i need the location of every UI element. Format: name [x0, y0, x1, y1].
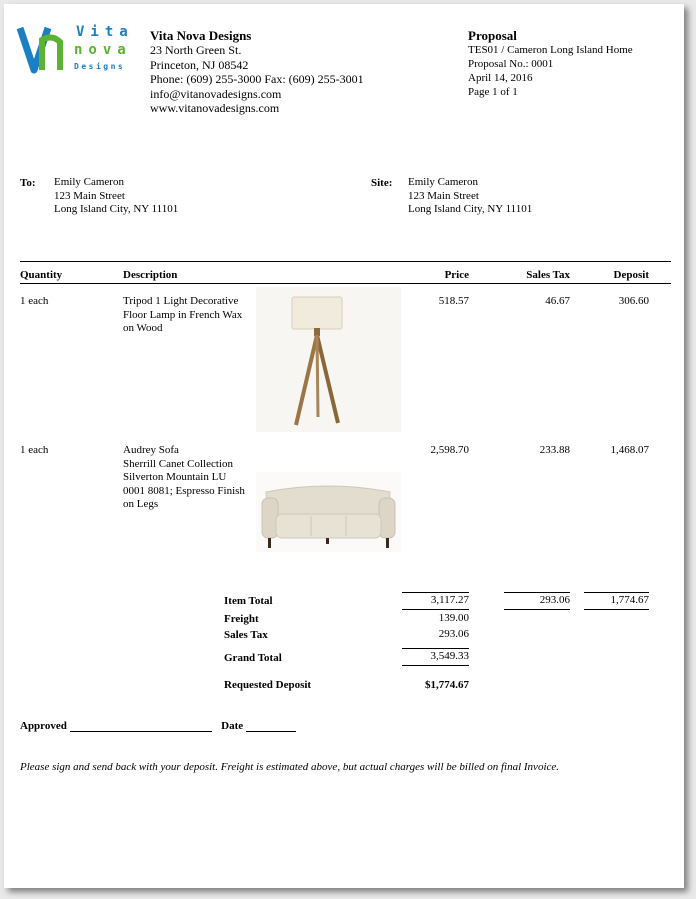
proposal-document — [4, 4, 684, 888]
date-signature-line[interactable] — [246, 720, 296, 732]
item-2-desc-line: 0001 8081; Espresso Finish — [123, 484, 245, 497]
approved-signature-line[interactable] — [70, 720, 212, 732]
freight-label: Freight — [224, 613, 259, 625]
signature-row — [20, 720, 296, 732]
site-city: Long Island City, NY 11101 — [408, 203, 533, 215]
to-city: Long Island City, NY 11101 — [54, 203, 179, 215]
item-1-price: 518.57 — [438, 295, 469, 307]
item-1-desc-line: on Wood — [123, 322, 163, 334]
col-sales-tax-header: Sales Tax — [526, 269, 570, 281]
item-2-description — [123, 444, 263, 512]
item-2-price: 2,598.70 — [430, 444, 469, 456]
sales-tax-value: 293.06 — [438, 628, 469, 640]
logo-text-nova: nova — [74, 42, 132, 58]
sales-tax-label: Sales Tax — [224, 629, 268, 641]
item-2-desc-line: on Legs — [123, 498, 159, 510]
item-1-desc-line: Floor Lamp in French Wax — [123, 308, 243, 321]
item-total-tax: 293.06 — [539, 594, 570, 606]
item-1-deposit: 306.60 — [618, 295, 649, 307]
item-total-deposit: 1,774.67 — [610, 594, 649, 606]
proposal-project: TES01 / Cameron Long Island Home — [468, 44, 633, 56]
logo-text-vita: Vita — [76, 24, 134, 40]
item-2-desc-line: Sherrill Canet Collection — [123, 457, 233, 470]
freight-value: 139.00 — [438, 612, 469, 624]
to-name: Emily Cameron — [54, 176, 124, 188]
proposal-title: Proposal — [468, 28, 517, 43]
item-1-description — [123, 295, 263, 336]
company-address2: Princeton, NJ 08542 — [150, 57, 249, 72]
item-2-desc-line: Silverton Mountain LU — [123, 471, 227, 483]
item-1-sales-tax: 46.67 — [545, 295, 570, 307]
company-logo — [14, 18, 144, 80]
floor-lamp-image — [256, 287, 401, 432]
site-label: Site: — [371, 177, 393, 189]
site-name: Emily Cameron — [408, 176, 478, 188]
col-price-header: Price — [444, 269, 469, 281]
item-2-sales-tax: 233.88 — [539, 444, 570, 456]
item-2-deposit: 1,468.07 — [610, 444, 649, 456]
company-phone-fax: Phone: (609) 255-3000 Fax: (609) 255-3001 — [150, 72, 364, 86]
proposal-page: Page 1 of 1 — [468, 86, 518, 98]
company-name: Vita Nova Designs — [150, 28, 252, 43]
approved-label: Approved — [20, 720, 67, 732]
date-label: Date — [221, 720, 244, 732]
item-2-quantity: 1 each — [20, 444, 49, 456]
sofa-image — [256, 472, 401, 552]
col-deposit-header: Deposit — [613, 269, 649, 281]
site-address — [408, 176, 532, 217]
proposal-date: April 14, 2016 — [468, 72, 533, 84]
to-label: To: — [20, 177, 36, 189]
proposal-number: Proposal No.: 0001 — [468, 58, 554, 70]
to-street: 123 Main Street — [54, 189, 125, 202]
proposal-info — [468, 43, 633, 99]
grand-total-label: Grand Total — [224, 652, 282, 664]
item-total-price: 3,117.27 — [430, 594, 469, 606]
table-header-rule — [20, 283, 671, 284]
company-address1: 23 North Green St. — [150, 43, 242, 57]
table-top-rule — [20, 261, 671, 262]
logo-text-designs: Designs — [74, 62, 126, 71]
company-website: www.vitanovadesigns.com — [150, 101, 280, 115]
item-total-label: Item Total — [224, 595, 273, 607]
grand-total-value: 3,549.33 — [430, 650, 469, 662]
requested-deposit-value: $1,774.67 — [425, 679, 469, 691]
col-description-header: Description — [123, 269, 178, 281]
col-quantity-header: Quantity — [20, 269, 63, 281]
company-email: info@vitanovadesigns.com — [150, 86, 282, 101]
company-contact — [150, 43, 390, 116]
item-1-desc-line: Tripod 1 Light Decorative — [123, 295, 239, 307]
item-1-quantity: 1 each — [20, 295, 49, 307]
requested-deposit-label: Requested Deposit — [224, 679, 312, 691]
footer-note: Please sign and send back with your deposit. Freight is estimated above, but actual charges will be billed on final Invoice. — [20, 761, 560, 773]
item-2-desc-line: Audrey Sofa — [123, 444, 179, 456]
site-street: 123 Main Street — [408, 189, 479, 202]
to-address — [54, 176, 178, 217]
